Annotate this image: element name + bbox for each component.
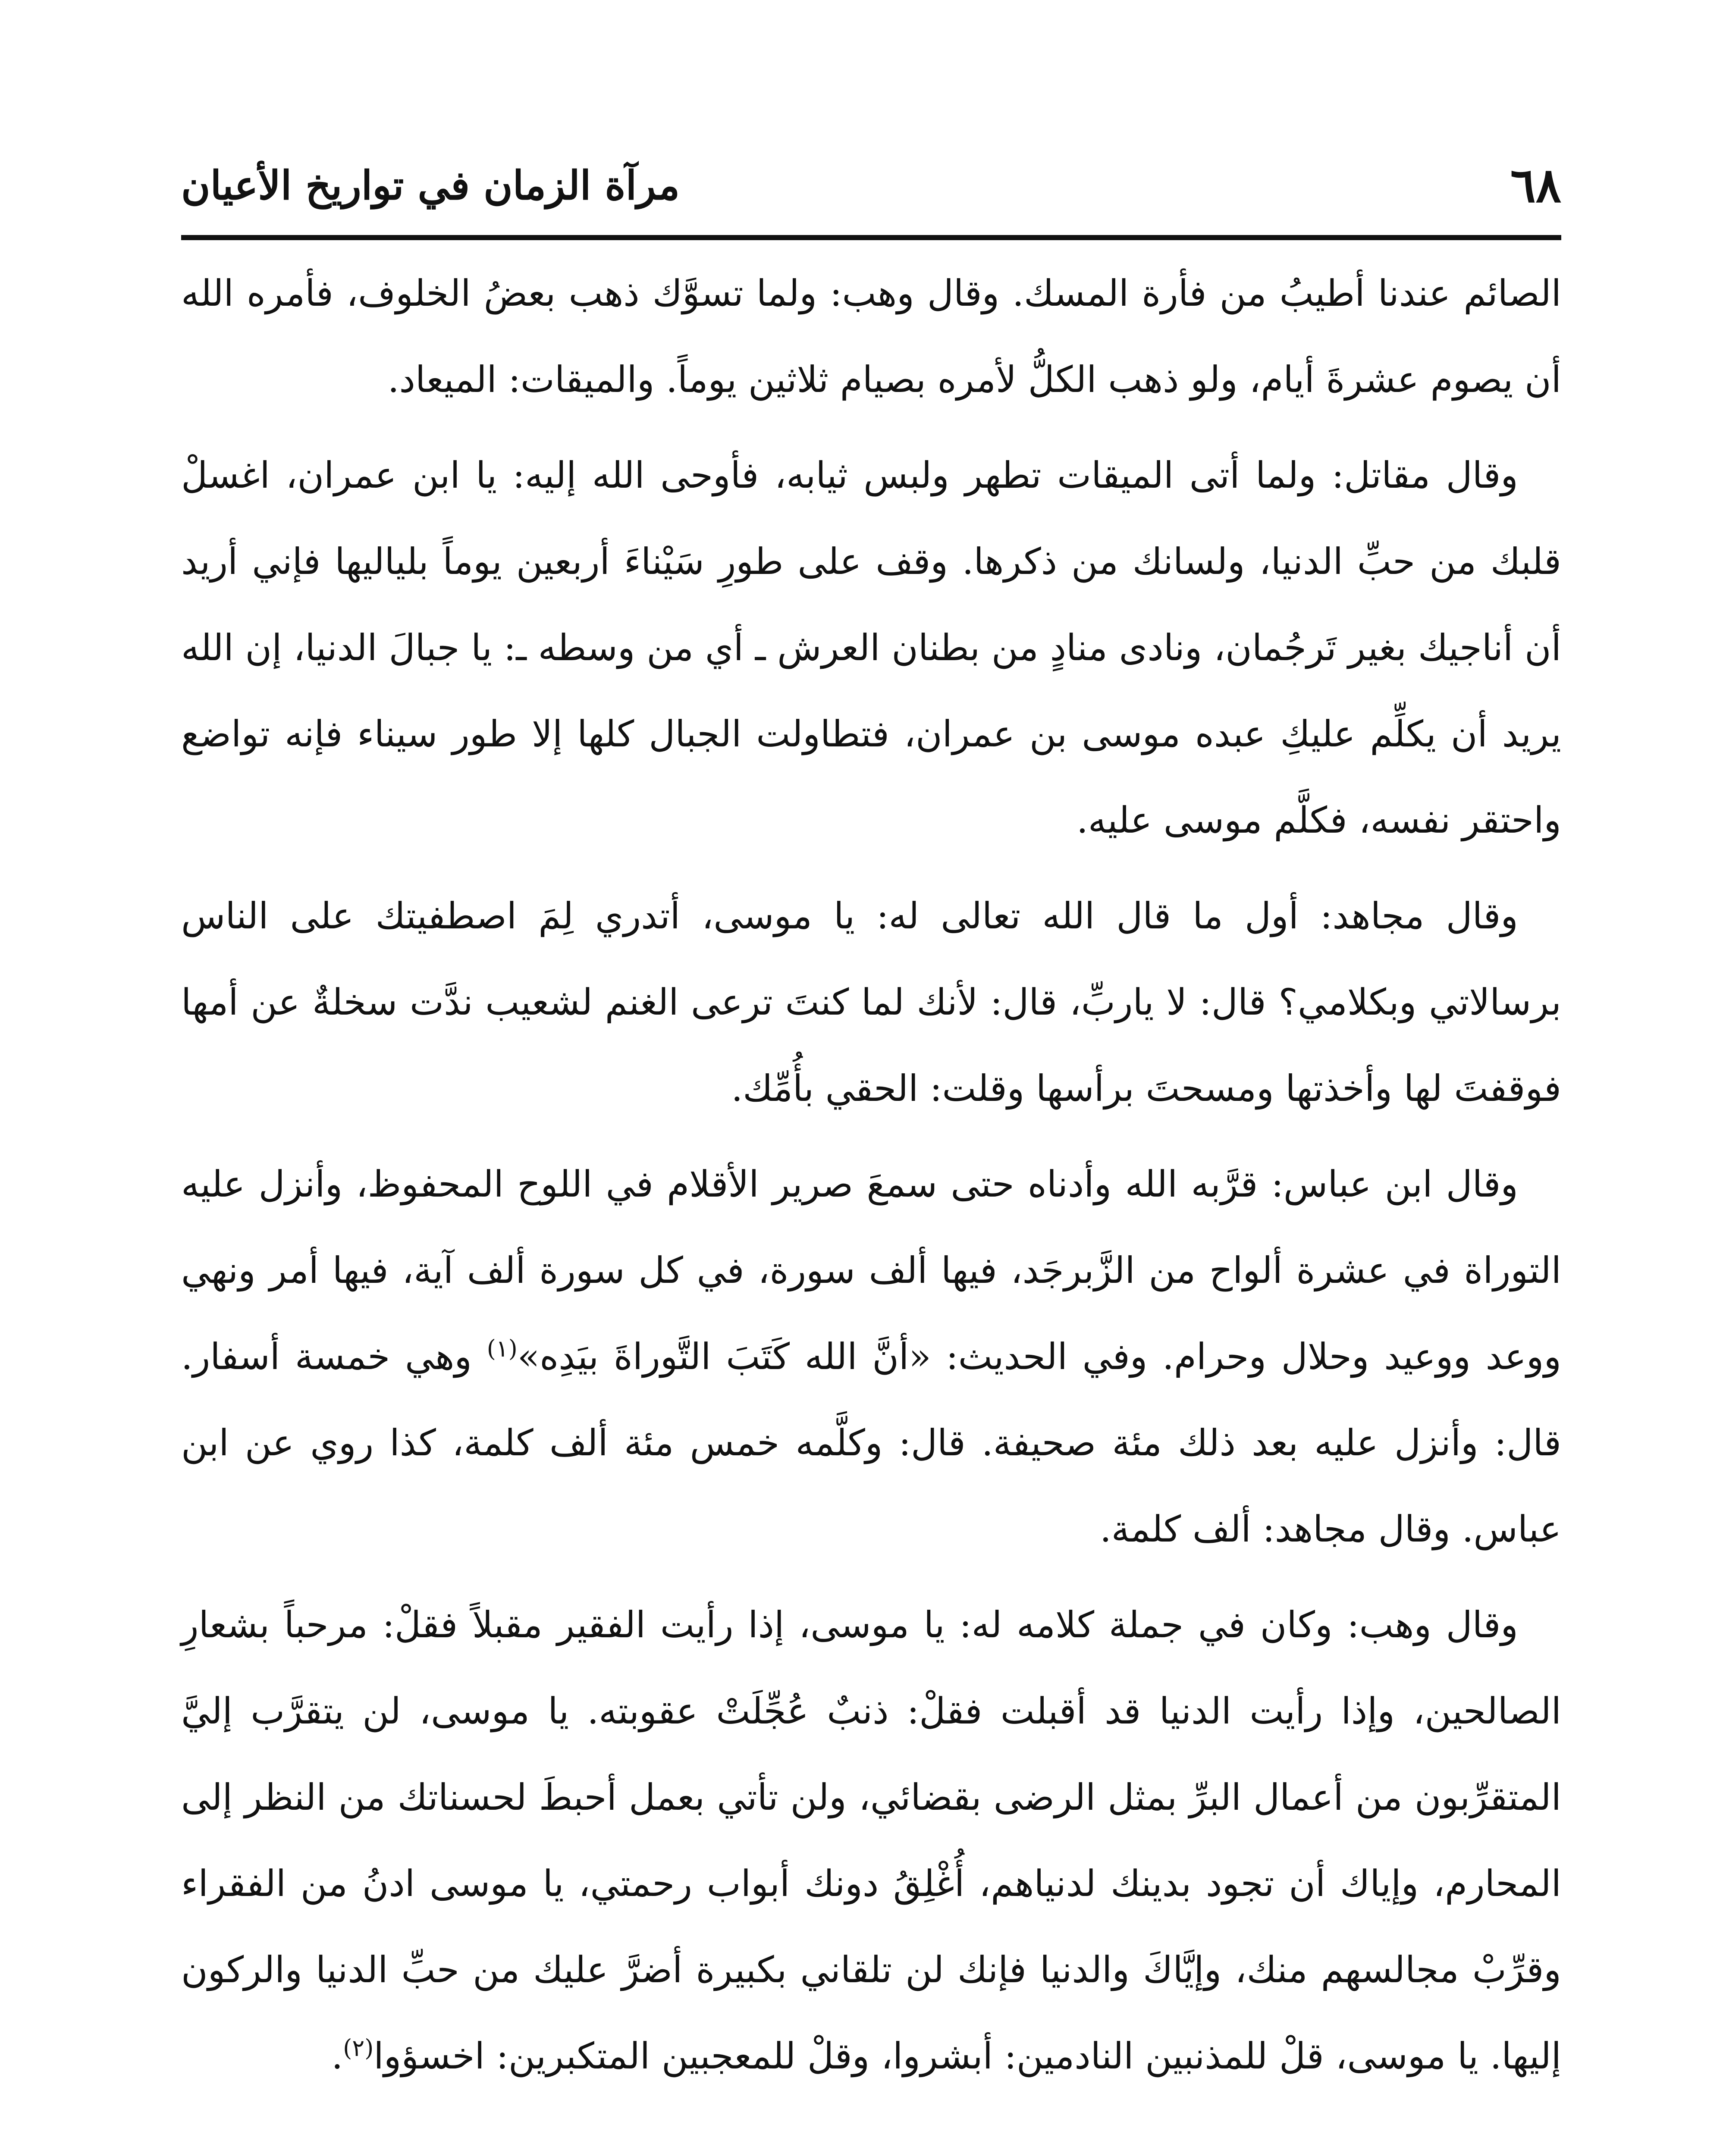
paragraph-1 <box>181 250 1561 423</box>
book-title: مرآة الزمان في تواريخ الأعيان <box>181 162 680 209</box>
paragraph-text: الصائم عندنا أطيبُ من فأرة المسك. وقال وهب: ولما تسوَّك ذهب بعضُ الخلوف، فأمره الله أن يصوم عشرةَ أيام، ولو ذهب الكلُّ لأمره بصيام ثلاثين يوماً. والميقات: الميعاد. <box>181 272 1561 401</box>
running-header <box>181 142 1561 229</box>
paragraph-text: وقال مقاتل: ولما أتى الميقات تطهر ولبس ثيابه، فأوحى الله إليه: يا ابن عمران، اغسلْ قلبك من حبِّ الدنيا، ولسانك من ذكرها. وقف على طورِ سَيْناءَ أربعين يوماً بلياليها فإني أريد أن أناجيك بغير تَرجُمان، ونادى منادٍ من بطنان العرش ـ أي من وسطه ـ: يا جبالَ الدنيا، إن الله يريد أن يكلِّم عليكِ عبده موسى بن عمران، فتطاولت الجبال كلها إلا طور سيناء فإنه تواضع واحتقر نفسه، فكلَّم موسى عليه. <box>181 454 1561 841</box>
footnote-marker-1: (١) <box>486 1335 518 1362</box>
main-text <box>181 250 1561 2109</box>
footnote-marker-2: (٢) <box>343 2034 374 2062</box>
page-number: ٦٨ <box>1510 157 1561 213</box>
paragraph-5 <box>181 1582 1561 2099</box>
paragraph-2 <box>181 432 1561 863</box>
paragraph-4 <box>181 1141 1561 1572</box>
paragraph-text-continued: . <box>331 2035 343 2077</box>
paragraph-3 <box>181 873 1561 1131</box>
paragraph-text: وقال وهب: وكان في جملة كلامه له: يا موسى، إذا رأيت الفقير مقبلاً فقلْ: مرحباً بشعارِ الصالحين، وإذا رأيت الدنيا قد أقبلت فقلْ: ذنبٌ عُجِّلَتْ عقوبته. يا موسى، لن يتقرَّب إليَّ المتقرِّبون من أعمال البرِّ بمثل الرضى بقضائي، ولن تأتي بعمل أحبطَ لحسناتك من النظر إلى المحارم، وإياك أن تجود بدينك لدنياهم، أُغْلِقُ دونك أبواب رحمتي، يا موسى ادنُ من الفقراء وقرِّبْ مجالسهم منك، وإيَّاكَ والدنيا فإنك لن تلقاني بكبيرة أضرَّ عليك من حبِّ الدنيا والركون إليها. يا موسى، قلْ للمذنبين النادمين: أبشروا، وقلْ للمعجبين المتكبرين: اخسؤوا <box>181 1604 1561 2077</box>
paragraph-text: وقال ابن عباس: قرَّبه الله وأدناه حتى سمعَ صرير الأقلام في اللوح المحفوظ، وأنزل عليه التوراة في عشرة ألواح من الزَّبرجَد، فيها ألف سورة، في كل سورة ألف آية، فيها أمر ونهي ووعد ووعيد وحلال وحرام. وفي الحديث: «أنَّ الله كَتَبَ التَّوراةَ بيَدِه» <box>181 1163 1562 1378</box>
header-divider <box>181 235 1561 240</box>
paragraph-text-continued: وهي خمسة أسفار. قال: وأنزل عليه بعد ذلك مئة صحيفة. قال: وكلَّمه خمس مئة ألف كلمة، كذا روي عن ابن عباس. وقال مجاهد: ألف كلمة. <box>181 1335 1561 1550</box>
paragraph-text: وقال مجاهد: أول ما قال الله تعالى له: يا موسى، أتدري لِمَ اصطفيتك على الناس برسالاتي وبكلامي؟ قال: لا ياربِّ، قال: لأنك لما كنتَ ترعى الغنم لشعيب ندَّت سخلةٌ عن أمها فوقفتَ لها وأخذتها ومسحتَ برأسها وقلت: الحقي بأُمِّك. <box>181 895 1561 1109</box>
